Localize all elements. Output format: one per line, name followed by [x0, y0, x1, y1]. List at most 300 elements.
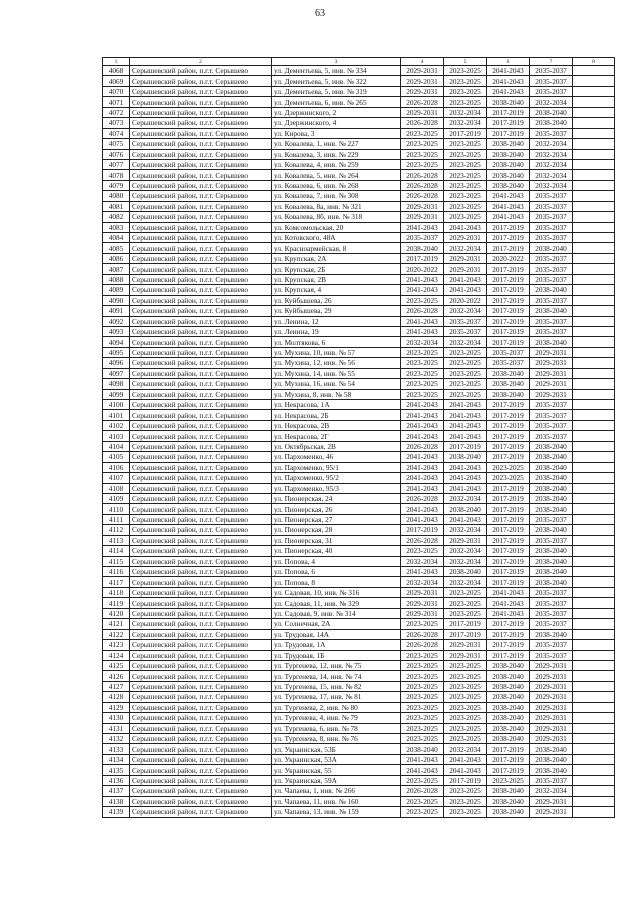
district-cell: Серышевский район, п.г.т. Серышево — [130, 358, 272, 368]
district-cell: Серышевский район, п.г.т. Серышево — [130, 139, 272, 149]
address-cell: ул. Пархоменко, 95/1 — [272, 462, 401, 472]
address-cell: ул. Пионерская, 28 — [272, 525, 401, 535]
table-row — [103, 660, 615, 670]
district-cell: Серышевский район, п.г.т. Серышево — [130, 681, 272, 691]
period-cell: 2023-2025 — [444, 587, 487, 597]
table-row — [103, 546, 615, 556]
table-row — [103, 295, 615, 305]
period-cell: 2023-2025 — [444, 389, 487, 399]
table-row — [103, 754, 615, 764]
table-row — [103, 253, 615, 263]
period-cell: 2032-2034 — [444, 546, 487, 556]
row-number: 4071 — [103, 97, 130, 107]
empty-cell — [573, 546, 615, 556]
empty-cell — [573, 233, 615, 243]
period-cell: 2041-2043 — [444, 274, 487, 284]
period-cell: 2035-2037 — [530, 274, 573, 284]
empty-cell — [573, 76, 615, 86]
period-cell: 2029-2031 — [401, 608, 444, 618]
period-cell: 2029-2031 — [444, 233, 487, 243]
row-number: 4105 — [103, 452, 130, 462]
period-cell: 2017-2019 — [487, 640, 530, 650]
period-cell: 2017-2019 — [444, 441, 487, 451]
empty-cell — [573, 159, 615, 169]
period-cell: 2038-2040 — [487, 796, 530, 806]
empty-cell — [573, 640, 615, 650]
row-number: 4070 — [103, 86, 130, 96]
district-cell: Серышевский район, п.г.т. Серышево — [130, 608, 272, 618]
row-number: 4139 — [103, 807, 130, 817]
address-cell: ул. Украинская, 55 — [272, 765, 401, 775]
row-number: 4099 — [103, 389, 130, 399]
period-cell: 2029-2031 — [401, 598, 444, 608]
address-cell: ул. Мухина, 10, инв. № 57 — [272, 347, 401, 357]
address-cell: ул. Дементьева, 5, инв. № 334 — [272, 66, 401, 76]
period-cell: 2041-2043 — [401, 452, 444, 462]
table-row — [103, 431, 615, 441]
period-cell: 2041-2043 — [401, 274, 444, 284]
address-cell: ул. Ковалева, 8а, инв. № 321 — [272, 201, 401, 211]
empty-cell — [573, 201, 615, 211]
district-cell: Серышевский район, п.г.т. Серышево — [130, 514, 272, 524]
period-cell: 2032-2034 — [444, 118, 487, 128]
address-cell: ул. Куйбышева, 26 — [272, 295, 401, 305]
period-cell: 2041-2043 — [401, 431, 444, 441]
period-cell: 2038-2040 — [530, 577, 573, 587]
period-cell: 2017-2019 — [487, 431, 530, 441]
period-cell: 2038-2040 — [487, 389, 530, 399]
row-number: 4075 — [103, 139, 130, 149]
empty-cell — [573, 671, 615, 681]
district-cell: Серышевский район, п.г.т. Серышево — [130, 535, 272, 545]
period-cell: 2029-2031 — [530, 723, 573, 733]
table-row — [103, 734, 615, 744]
empty-cell — [573, 504, 615, 514]
address-cell: ул. Ковалева, 5, инв. № 264 — [272, 170, 401, 180]
address-cell: ул. Ковалева, 8б, инв. № 318 — [272, 212, 401, 222]
district-cell: Серышевский район, п.г.т. Серышево — [130, 191, 272, 201]
address-cell: ул. Пархоменко, 95/2 — [272, 473, 401, 483]
period-cell: 2041-2043 — [444, 765, 487, 775]
table-row — [103, 191, 615, 201]
period-cell: 2029-2031 — [444, 264, 487, 274]
period-cell: 2029-2031 — [401, 212, 444, 222]
district-cell: Серышевский район, п.г.т. Серышево — [130, 243, 272, 253]
district-cell: Серышевский район, п.г.т. Серышево — [130, 149, 272, 159]
column-header: 2 — [130, 58, 272, 66]
district-cell: Серышевский район, п.г.т. Серышево — [130, 629, 272, 639]
row-number: 4073 — [103, 118, 130, 128]
period-cell: 2038-2040 — [444, 567, 487, 577]
row-number: 4112 — [103, 525, 130, 535]
period-cell: 2035-2037 — [530, 431, 573, 441]
address-cell: ул. Октябрьская, 2В — [272, 441, 401, 451]
period-cell: 2032-2034 — [444, 493, 487, 503]
period-cell: 2029-2031 — [530, 807, 573, 817]
table-row — [103, 786, 615, 796]
address-cell: ул. Пархоменко, 95/3 — [272, 483, 401, 493]
period-cell: 2035-2037 — [530, 775, 573, 785]
row-number: 4087 — [103, 264, 130, 274]
period-cell: 2017-2019 — [487, 243, 530, 253]
period-cell: 2035-2037 — [530, 619, 573, 629]
period-cell: 2035-2037 — [530, 233, 573, 243]
address-cell: ул. Пионерская, 24 — [272, 493, 401, 503]
period-cell: 2017-2019 — [487, 274, 530, 284]
period-cell: 2041-2043 — [401, 462, 444, 472]
period-cell: 2041-2043 — [401, 473, 444, 483]
period-cell: 2029-2031 — [530, 671, 573, 681]
period-cell: 2023-2025 — [401, 389, 444, 399]
period-cell: 2041-2043 — [487, 76, 530, 86]
period-cell: 2017-2019 — [487, 233, 530, 243]
table-row — [103, 222, 615, 232]
district-cell: Серышевский район, п.г.т. Серышево — [130, 274, 272, 284]
period-cell: 2023-2025 — [444, 692, 487, 702]
period-cell: 2041-2043 — [487, 587, 530, 597]
empty-cell — [573, 514, 615, 524]
empty-cell — [573, 107, 615, 117]
table-row — [103, 598, 615, 608]
period-cell: 2023-2025 — [444, 66, 487, 76]
district-cell: Серышевский район, п.г.т. Серышево — [130, 326, 272, 336]
row-number: 4102 — [103, 420, 130, 430]
period-cell: 2038-2040 — [530, 441, 573, 451]
period-cell: 2041-2043 — [444, 754, 487, 764]
period-cell: 2041-2043 — [444, 514, 487, 524]
period-cell: 2035-2037 — [444, 316, 487, 326]
address-cell: ул. Попова, 4 — [272, 556, 401, 566]
table-row — [103, 107, 615, 117]
empty-cell — [573, 431, 615, 441]
district-cell: Серышевский район, п.г.т. Серышево — [130, 337, 272, 347]
district-cell: Серышевский район, п.г.т. Серышево — [130, 525, 272, 535]
period-cell: 2017-2019 — [487, 493, 530, 503]
row-number: 4111 — [103, 514, 130, 524]
period-cell: 2038-2040 — [487, 180, 530, 190]
district-cell: Серышевский район, п.г.т. Серышево — [130, 128, 272, 138]
period-cell: 2041-2043 — [444, 431, 487, 441]
period-cell: 2017-2019 — [487, 754, 530, 764]
table-row — [103, 483, 615, 493]
period-cell: 2023-2025 — [401, 619, 444, 629]
address-cell: ул. Дементьева, 5, инв. № 319 — [272, 86, 401, 96]
column-number-row — [103, 58, 615, 66]
district-cell: Серышевский район, п.г.т. Серышево — [130, 316, 272, 326]
empty-cell — [573, 775, 615, 785]
period-cell: 2017-2019 — [487, 619, 530, 629]
address-cell: ул. Молтякова, 6 — [272, 337, 401, 347]
row-number: 4124 — [103, 650, 130, 660]
row-number: 4131 — [103, 723, 130, 733]
district-cell: Серышевский район, п.г.т. Серышево — [130, 483, 272, 493]
table-row — [103, 525, 615, 535]
table-row — [103, 86, 615, 96]
period-cell: 2029-2031 — [444, 650, 487, 660]
period-cell: 2038-2040 — [530, 462, 573, 472]
period-cell: 2032-2034 — [530, 139, 573, 149]
period-cell: 2017-2019 — [487, 744, 530, 754]
period-cell: 2041-2043 — [401, 765, 444, 775]
period-cell: 2017-2019 — [487, 546, 530, 556]
table-row — [103, 337, 615, 347]
period-cell: 2023-2025 — [444, 201, 487, 211]
period-cell: 2038-2040 — [487, 170, 530, 180]
table-row — [103, 608, 615, 618]
address-cell: ул. Кирова, 3 — [272, 128, 401, 138]
district-cell: Серышевский район, п.г.т. Серышево — [130, 107, 272, 117]
period-cell: 2017-2019 — [487, 118, 530, 128]
district-cell: Серышевский район, п.г.т. Серышево — [130, 473, 272, 483]
empty-cell — [573, 222, 615, 232]
period-cell: 2038-2040 — [487, 786, 530, 796]
table-row — [103, 493, 615, 503]
address-cell: ул. Ковалева, 6, инв. № 268 — [272, 180, 401, 190]
period-cell: 2023-2025 — [401, 295, 444, 305]
table-row — [103, 306, 615, 316]
address-cell: ул. Пионерская, 31 — [272, 535, 401, 545]
period-cell: 2023-2025 — [401, 796, 444, 806]
empty-cell — [573, 681, 615, 691]
period-cell: 2035-2037 — [487, 347, 530, 357]
empty-cell — [573, 253, 615, 263]
table-row — [103, 316, 615, 326]
empty-cell — [573, 118, 615, 128]
empty-cell — [573, 337, 615, 347]
address-cell: ул. Трудовая, 1А — [272, 640, 401, 650]
period-cell: 2041-2043 — [401, 483, 444, 493]
period-cell: 2029-2031 — [530, 379, 573, 389]
empty-cell — [573, 243, 615, 253]
period-cell: 2023-2025 — [444, 786, 487, 796]
period-cell: 2029-2031 — [530, 702, 573, 712]
district-cell: Серышевский район, п.г.т. Серышево — [130, 598, 272, 608]
period-cell: 2023-2025 — [444, 734, 487, 744]
period-cell: 2032-2034 — [444, 744, 487, 754]
period-cell: 2023-2025 — [444, 86, 487, 96]
period-cell: 2038-2040 — [530, 546, 573, 556]
district-cell: Серышевский район, п.г.т. Серышево — [130, 567, 272, 577]
period-cell: 2029-2031 — [530, 713, 573, 723]
period-cell: 2017-2019 — [487, 525, 530, 535]
table-row — [103, 159, 615, 169]
row-number: 4096 — [103, 358, 130, 368]
address-cell: ул. Ковалева, 1, инв. № 227 — [272, 139, 401, 149]
empty-cell — [573, 86, 615, 96]
row-number: 4098 — [103, 379, 130, 389]
period-cell: 2041-2043 — [444, 285, 487, 295]
empty-cell — [573, 170, 615, 180]
empty-cell — [573, 410, 615, 420]
period-cell: 2023-2025 — [401, 723, 444, 733]
empty-cell — [573, 765, 615, 775]
table-row — [103, 170, 615, 180]
row-number: 4135 — [103, 765, 130, 775]
address-cell: ул. Тургенева, 12, инв. № 75 — [272, 660, 401, 670]
address-cell: ул. Солнечная, 2А — [272, 619, 401, 629]
empty-cell — [573, 368, 615, 378]
period-cell: 2029-2031 — [530, 660, 573, 670]
empty-cell — [573, 796, 615, 806]
row-number: 4126 — [103, 671, 130, 681]
district-cell: Серышевский район, п.г.т. Серышево — [130, 170, 272, 180]
period-cell: 2038-2040 — [530, 556, 573, 566]
period-cell: 2035-2037 — [530, 650, 573, 660]
table-row — [103, 452, 615, 462]
address-cell: ул. Тургенева, 8, инв. № 76 — [272, 734, 401, 744]
period-cell: 2038-2040 — [487, 671, 530, 681]
table-row — [103, 274, 615, 284]
period-cell: 2032-2034 — [530, 149, 573, 159]
empty-cell — [573, 692, 615, 702]
address-cell: ул. Садовая, 9, инв. № 314 — [272, 608, 401, 618]
period-cell: 2023-2025 — [444, 796, 487, 806]
table-row — [103, 775, 615, 785]
table-row — [103, 713, 615, 723]
table-row — [103, 535, 615, 545]
table-row — [103, 796, 615, 806]
period-cell: 2035-2037 — [530, 201, 573, 211]
period-cell: 2029-2031 — [401, 76, 444, 86]
period-cell: 2041-2043 — [401, 316, 444, 326]
table-row — [103, 243, 615, 253]
period-cell: 2041-2043 — [487, 86, 530, 96]
row-number: 4106 — [103, 462, 130, 472]
period-cell: 2041-2043 — [401, 410, 444, 420]
empty-cell — [573, 149, 615, 159]
period-cell: 2023-2025 — [444, 368, 487, 378]
period-cell: 2038-2040 — [530, 493, 573, 503]
empty-cell — [573, 619, 615, 629]
row-number: 4074 — [103, 128, 130, 138]
period-cell: 2035-2037 — [530, 316, 573, 326]
row-number: 4109 — [103, 493, 130, 503]
address-cell: ул. Ковалева, 7, инв. № 308 — [272, 191, 401, 201]
row-number: 4136 — [103, 775, 130, 785]
period-cell: 2041-2043 — [401, 285, 444, 295]
address-cell: ул. Красноармейская, 8 — [272, 243, 401, 253]
row-number: 4120 — [103, 608, 130, 618]
period-cell: 2038-2040 — [487, 723, 530, 733]
empty-cell — [573, 525, 615, 535]
district-cell: Серышевский район, п.г.т. Серышево — [130, 306, 272, 316]
period-cell: 2017-2019 — [487, 316, 530, 326]
period-cell: 2035-2037 — [530, 222, 573, 232]
period-cell: 2017-2019 — [487, 567, 530, 577]
row-number: 4089 — [103, 285, 130, 295]
period-cell: 2038-2040 — [401, 243, 444, 253]
period-cell: 2035-2037 — [530, 86, 573, 96]
period-cell: 2038-2040 — [530, 473, 573, 483]
period-cell: 2035-2037 — [530, 128, 573, 138]
district-cell: Серышевский район, п.г.т. Серышево — [130, 233, 272, 243]
period-cell: 2017-2019 — [487, 556, 530, 566]
period-cell: 2023-2025 — [401, 358, 444, 368]
address-cell: ул. Трудовая, 14А — [272, 629, 401, 639]
period-cell: 2017-2019 — [487, 107, 530, 117]
row-number: 4081 — [103, 201, 130, 211]
row-number: 4108 — [103, 483, 130, 493]
row-number: 4103 — [103, 431, 130, 441]
period-cell: 2017-2019 — [401, 525, 444, 535]
period-cell: 2038-2040 — [487, 713, 530, 723]
period-cell: 2038-2040 — [530, 452, 573, 462]
period-cell: 2017-2019 — [487, 285, 530, 295]
address-cell: ул. Дзержинского, 4 — [272, 118, 401, 128]
district-cell: Серышевский район, п.г.т. Серышево — [130, 775, 272, 785]
empty-cell — [573, 598, 615, 608]
district-cell: Серышевский район, п.г.т. Серышево — [130, 577, 272, 587]
district-cell: Серышевский район, п.г.т. Серышево — [130, 713, 272, 723]
period-cell: 2038-2040 — [530, 629, 573, 639]
district-cell: Серышевский район, п.г.т. Серышево — [130, 285, 272, 295]
table-row — [103, 567, 615, 577]
period-cell: 2035-2037 — [487, 358, 530, 368]
empty-cell — [573, 400, 615, 410]
empty-cell — [573, 212, 615, 222]
period-cell: 2020-2022 — [401, 264, 444, 274]
period-cell: 2023-2025 — [401, 379, 444, 389]
empty-cell — [573, 493, 615, 503]
district-cell: Серышевский район, п.г.т. Серышево — [130, 368, 272, 378]
period-cell: 2026-2028 — [401, 191, 444, 201]
period-cell: 2038-2040 — [444, 504, 487, 514]
table-row — [103, 671, 615, 681]
period-cell: 2023-2025 — [401, 347, 444, 357]
table-row — [103, 640, 615, 650]
period-cell: 2023-2025 — [401, 681, 444, 691]
period-cell: 2041-2043 — [487, 66, 530, 76]
empty-cell — [573, 326, 615, 336]
row-number: 4101 — [103, 410, 130, 420]
period-cell: 2029-2031 — [401, 86, 444, 96]
period-cell: 2029-2031 — [444, 535, 487, 545]
empty-cell — [573, 316, 615, 326]
table-row — [103, 692, 615, 702]
empty-cell — [573, 556, 615, 566]
table-row — [103, 326, 615, 336]
period-cell: 2041-2043 — [487, 598, 530, 608]
table-row — [103, 285, 615, 295]
address-cell: ул. Тургенева, 6, инв. № 78 — [272, 723, 401, 733]
address-cell: ул. Тургенева, 4, инв. № 79 — [272, 713, 401, 723]
table-row — [103, 347, 615, 357]
address-cell: ул. Попова, 8 — [272, 577, 401, 587]
period-cell: 2023-2025 — [401, 159, 444, 169]
address-cell: ул. Пионерская, 40 — [272, 546, 401, 556]
district-cell: Серышевский район, п.г.т. Серышево — [130, 754, 272, 764]
row-number: 4122 — [103, 629, 130, 639]
period-cell: 2023-2025 — [401, 702, 444, 712]
period-cell: 2023-2025 — [444, 702, 487, 712]
row-number: 4114 — [103, 546, 130, 556]
empty-cell — [573, 358, 615, 368]
address-cell: ул. Украинская, 53Б — [272, 744, 401, 754]
period-cell: 2041-2043 — [401, 504, 444, 514]
empty-cell — [573, 264, 615, 274]
period-cell: 2035-2037 — [530, 326, 573, 336]
period-cell: 2026-2028 — [401, 180, 444, 190]
period-cell: 2017-2019 — [487, 400, 530, 410]
empty-cell — [573, 441, 615, 451]
period-cell: 2035-2037 — [530, 400, 573, 410]
address-cell: ул. Чапаева, 1, инв. № 266 — [272, 786, 401, 796]
table-row — [103, 702, 615, 712]
period-cell: 2041-2043 — [444, 400, 487, 410]
address-cell: ул. Ленина, 12 — [272, 316, 401, 326]
row-number: 4127 — [103, 681, 130, 691]
period-cell: 2035-2037 — [530, 587, 573, 597]
